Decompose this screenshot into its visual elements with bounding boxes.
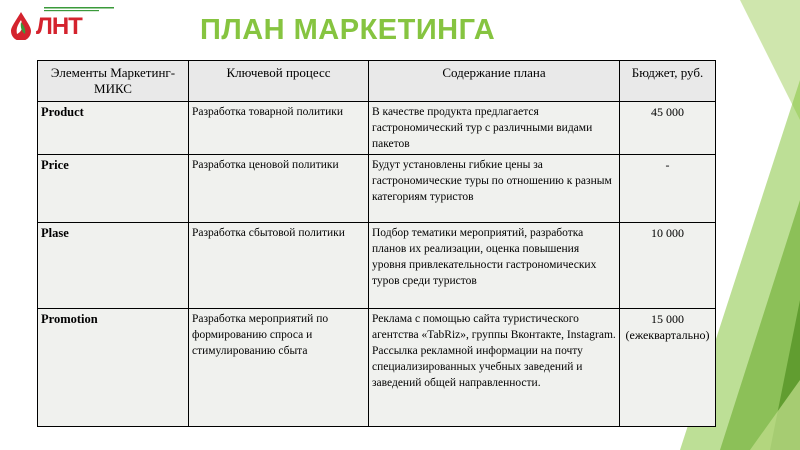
drop-leaf-icon (6, 10, 36, 40)
process-cell: Разработка сбытовой политики (189, 223, 369, 309)
element-cell: Product (38, 102, 189, 155)
table-row (38, 102, 716, 155)
table-header-row (38, 61, 716, 102)
table-row (38, 223, 716, 309)
element-cell: Price (38, 155, 189, 223)
budget-cell: 10 000 (620, 223, 716, 309)
process-cell: Разработка ценовой политики (189, 155, 369, 223)
header-content: Содержание плана (369, 61, 620, 102)
page-title: ПЛАН МАРКЕТИНГА (200, 14, 496, 46)
header-elements: Элементы Маркетинг-МИКС (38, 61, 189, 102)
table-row (38, 309, 716, 427)
header-process: Ключевой процесс (189, 61, 369, 102)
content-cell: В качестве продукта предлагается гастрономический тур с различными видами пакетов (369, 102, 620, 155)
marketing-plan-table (37, 60, 716, 427)
content-cell: Будут установлены гибкие цены за гастрономические туры по отношению к разным категориям туристов (369, 155, 620, 223)
element-cell: Promotion (38, 309, 189, 427)
budget-cell: 45 000 (620, 102, 716, 155)
budget-cell: - (620, 155, 716, 223)
process-cell: Разработка товарной политики (189, 102, 369, 155)
process-cell: Разработка мероприятий по формированию спроса и стимулированию сбыта (189, 309, 369, 427)
content-cell: Подбор тематики мероприятий, разработка планов их реализации, оценка повышения уровня привлекательности гастрономических туров среди туристов (369, 223, 620, 309)
logo (6, 4, 126, 42)
logo-tagline (44, 6, 114, 12)
logo-text: ЛНТ (36, 13, 82, 40)
budget-cell: 15 000 (ежеквартально) (620, 309, 716, 427)
content-cell: Реклама с помощью сайта туристического агентства «TabRiz», группы Вконтакте, Instagram. Рассылка рекламной информации на почту специализированных учебных заведений и заведений общей направленности. (369, 309, 620, 427)
table-row (38, 155, 716, 223)
header-budget: Бюджет, руб. (620, 61, 716, 102)
element-cell: Plase (38, 223, 189, 309)
